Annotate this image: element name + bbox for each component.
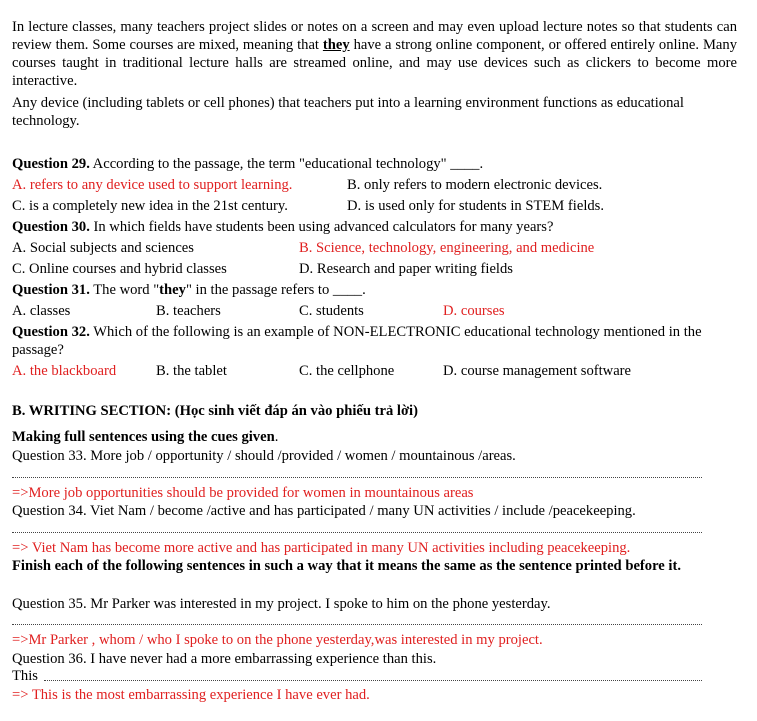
q32-option-a: A. the blackboard bbox=[12, 363, 117, 379]
part2-heading-text: Finish each of the following sentences in such a way that it means the same as the sentence printed before it. bbox=[12, 558, 681, 574]
answer-line-34[interactable] bbox=[12, 532, 702, 533]
question-34: Question 34. Viet Nam / become /active and has participated / many UN activities / include /peacekeeping. bbox=[12, 503, 636, 519]
q32-option-b: B. the tablet bbox=[156, 363, 227, 379]
q31-option-b: B. teachers bbox=[156, 303, 221, 319]
question-number: Question 31. bbox=[12, 282, 90, 298]
passage-text-cont: have a strong online component, or offered entirely online. Many courses taught in traditional lecture halls are streamed online, and may use devices such as clickers to become more interactive. bbox=[12, 37, 737, 89]
part2-heading bbox=[12, 557, 737, 575]
question-33: Question 33. More job / opportunity / should /provided / women / mountainous /areas. bbox=[12, 448, 516, 464]
question-35: Question 35. Mr Parker was interested in my project. I spoke to him on the phone yesterday. bbox=[12, 596, 551, 612]
question-29 bbox=[12, 155, 483, 173]
question-text: According to the passage, the term "educational technology" ____. bbox=[89, 156, 484, 172]
part1-heading-period: . bbox=[274, 429, 279, 445]
q30-option-b: B. Science, technology, engineering, and medicine bbox=[299, 240, 595, 256]
q29-option-d: D. is used only for students in STEM fields. bbox=[347, 198, 605, 214]
answer-34: => Viet Nam has become more active and has participated in many UN activities including peacekeeping. bbox=[12, 540, 631, 556]
answer-36: => This is the most embarrassing experience I have ever had. bbox=[12, 687, 370, 703]
q31-option-a: A. classes bbox=[12, 303, 71, 319]
question-text: Which of the following is an example of NON-ELECTRONIC educational technology mentioned in the passage? bbox=[12, 324, 702, 358]
question-31 bbox=[12, 281, 366, 299]
question-text-cont: " in the passage refers to ____. bbox=[185, 282, 366, 298]
answer-35: =>Mr Parker , whom / who I spoke to on the phone yesterday,was interested in my project. bbox=[12, 632, 543, 648]
q30-option-c: C. Online courses and hybrid classes bbox=[12, 261, 227, 277]
writing-section-title bbox=[12, 402, 418, 420]
answer-line-35[interactable] bbox=[12, 624, 702, 625]
q29-option-c: C. is a completely new idea in the 21st century. bbox=[12, 198, 288, 214]
passage-text: In lecture classes, many teachers project slides or notes on a screen and may even upload lecture notes so that students can review them. Some courses are mixed, meaning that bbox=[12, 19, 737, 53]
passage-paragraph-1 bbox=[12, 18, 737, 90]
question-keyword: they bbox=[159, 282, 186, 298]
question-text: In which fields have students been using advanced calculators for many years? bbox=[89, 219, 554, 235]
part1-heading-text: Making full sentences using the cues given bbox=[12, 429, 275, 445]
q30-option-a: A. Social subjects and sciences bbox=[12, 240, 194, 256]
q31-option-d: D. courses bbox=[443, 303, 505, 319]
q32-option-d: D. course management software bbox=[443, 363, 632, 379]
q30-option-d: D. Research and paper writing fields bbox=[299, 261, 513, 277]
passage-paragraph-2: Any device (including tablets or cell phones) that teachers put into a learning environment functions as educational technology. bbox=[12, 95, 684, 129]
section-title-text: B. WRITING SECTION: (Học sinh viết đáp án vào phiếu trả lời) bbox=[12, 403, 418, 419]
answer-line-33[interactable] bbox=[12, 477, 702, 478]
question-36: Question 36. I have never had a more embarrassing experience than this. bbox=[12, 651, 437, 667]
question-number: Question 30. bbox=[12, 219, 90, 235]
question-32 bbox=[12, 323, 737, 359]
question-30 bbox=[12, 218, 553, 236]
part1-heading bbox=[12, 428, 278, 446]
q31-option-c: C. students bbox=[299, 303, 364, 319]
question-text: The word " bbox=[89, 282, 160, 298]
answer-line-36[interactable] bbox=[44, 680, 702, 681]
q32-option-c: C. the cellphone bbox=[299, 363, 395, 379]
q36-sentence-start: This bbox=[12, 668, 38, 684]
q29-option-b: B. only refers to modern electronic devices. bbox=[347, 177, 603, 193]
question-number: Question 32. bbox=[12, 324, 90, 340]
q29-option-a: A. refers to any device used to support learning. bbox=[12, 177, 293, 193]
answer-33: =>More job opportunities should be provided for women in mountainous areas bbox=[12, 485, 474, 501]
passage-highlight-they: they bbox=[322, 37, 350, 53]
question-number: Question 29. bbox=[12, 156, 90, 172]
